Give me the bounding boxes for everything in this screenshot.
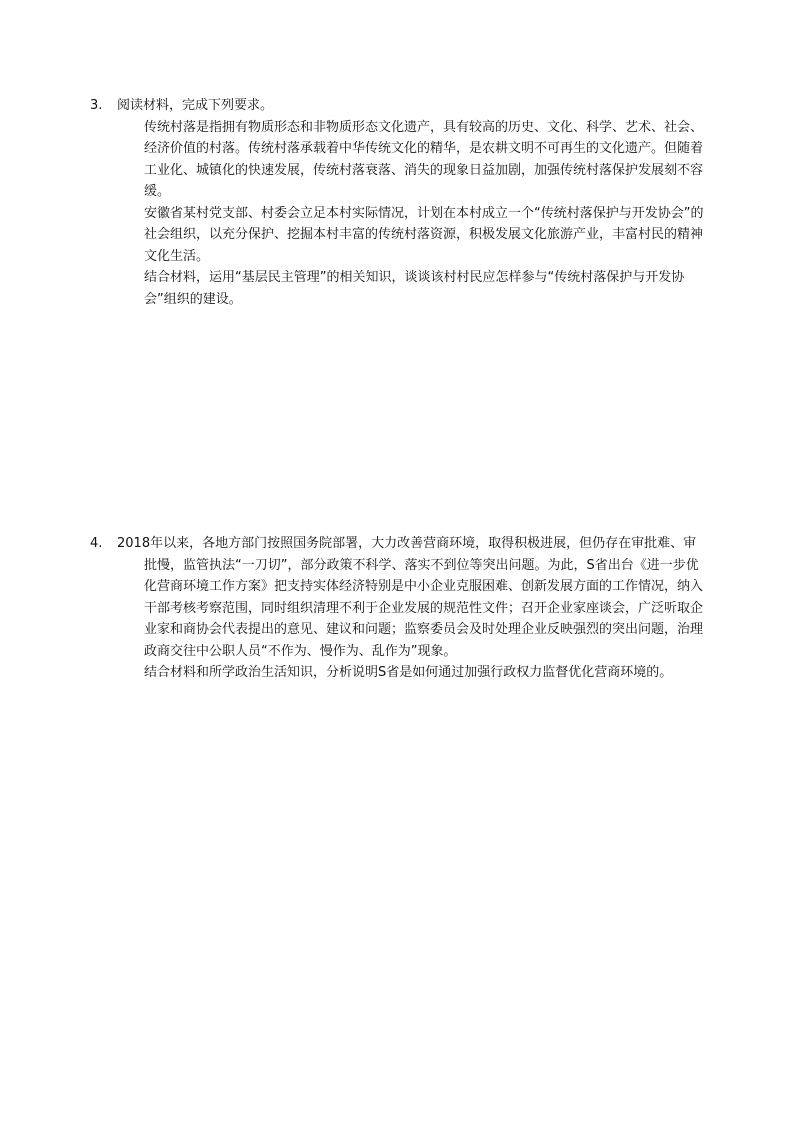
question-3-stem: 3. 阅读材料，完成下列要求。 (90, 98, 274, 113)
question-4-stem: 4. 2018年以来，各地方部门按照国务院部署，大力改善营商环境，取得积极进展，但仍存在审批难、审批慢，监管执法“一刀切”，部分政策不科学、落实不到位等突出问题。为此，S省出台《进一步优化营商环境工作方案》把支持实体经济特别是中小企业克服困难、创新发展方面的工作情况，纳入干部考核考察范围，同时组织清理不利于企业发展的规范性文件；召开企业家座谈会，广泛听取企业家和商协会代表提出的意见、建议和问题；监察委员会及时处理企业反映强烈的突出问题，治理政商交往中公职人员“不作为、慢作为、乱作为”现象。 (90, 536, 704, 659)
material-paragraph: 传统村落是指拥有物质形态和非物质形态文化遗产，具有较高的历史、文化、科学、艺术、社会、经济价值的村落。传统村落承载着中华传统文化的精华，是农耕文明不可再生的文化遗产。但随着工业化、城镇化的快速发展，传统村落衰落、消失的现象日益加剧，加强传统村落保护发展刻不容缓。 (144, 119, 704, 199)
question-3 (90, 95, 707, 310)
material-paragraph: 安徽省某村党支部、村委会立足本村实际情况，计划在本村成立一个“传统村落保护与开发协会”的社会组织，以充分保护、挖掘本村丰富的传统村落资源，积极发展文化旅游产业，丰富村民的精神文化生活。 (144, 205, 704, 264)
task-paragraph: 结合材料，运用“基层民主管理”的相关知识，谈谈该村村民应怎样参与“传统村落保护与开发协会”组织的建设。 (144, 270, 685, 307)
task-paragraph: 结合材料和所学政治生活知识，分析说明S省是如何通过加强行政权力监督优化营商环境的。 (144, 665, 673, 680)
question-stem-text: 阅读材料，完成下列要求。 (117, 98, 274, 113)
question-stem-text: 2018年以来，各地方部门按照国务院部署，大力改善营商环境，取得积极进展，但仍存在审批难、审批慢，监管执法“一刀切”，部分政策不科学、落实不到位等突出问题。为此，S省出台《进一步优化营商环境工作方案》把支持实体经济特别是中小企业克服困难、创新发展方面的工作情况，纳入干部考核考察范围，同时组织清理不利于企业发展的规范性文件；召开企业家座谈会，广泛听取企业家和商协会代表提出的意见、建议和问题；监察委员会及时处理企业反映强烈的突出问题，治理政商交往中公职人员“不作为、慢作为、乱作为”现象。 (117, 536, 704, 659)
question-4 (90, 533, 707, 684)
